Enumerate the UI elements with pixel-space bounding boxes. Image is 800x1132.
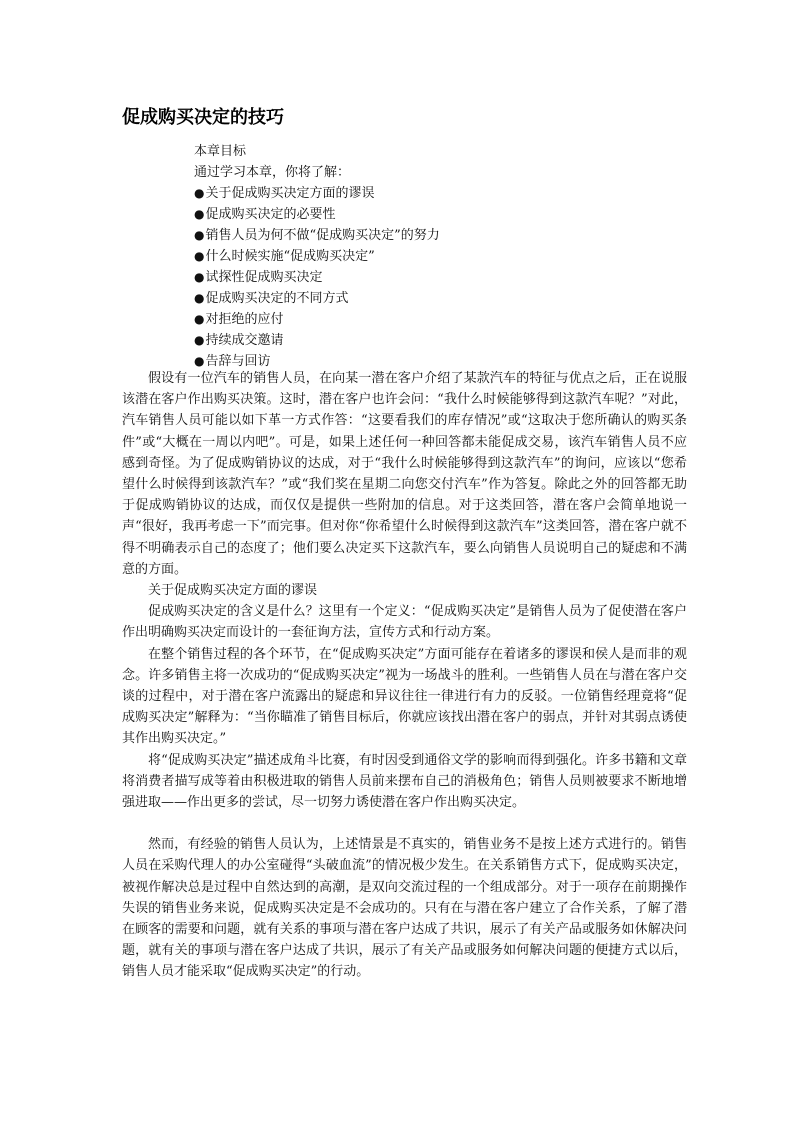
bullet-icon: ● (194, 186, 205, 200)
goal-text: 什么时候实施“促成购买决定” (205, 249, 375, 264)
goal-text: 告辞与回访 (205, 354, 271, 369)
bullet-icon: ● (194, 333, 205, 347)
goal-item (194, 309, 614, 330)
document-body (122, 368, 687, 983)
goal-item (194, 267, 614, 288)
bullet-icon: ● (194, 228, 205, 242)
body-paragraph: 在整个销售过程的各个环节，在“促成购买决定”方面可能存在着诸多的谬误和侯人是而非的观念。许多销售主将一次成功的“促成购买决定”视为一场战斗的胜利。一些销售人员在与潜在客户交谈的过程中，对于潜在客户流露出的疑虑和异议往往一律进行有力的反驳。一位销售经理竟将“促成购买决定”解释为：“当你瞄准了销售目标后，你就应该找出潜在客户的弱点，并针对其弱点诱使其作出购买决定。” (122, 646, 687, 747)
goal-item (194, 246, 614, 267)
goal-text: 持续成交邀请 (205, 333, 284, 348)
goal-item (194, 183, 614, 204)
body-paragraph: 将“促成购买决定”描述成角斗比赛，有时因受到通俗文学的影响而得到强化。许多书籍和文章将消费者描写成等着由积极进取的销售人员前来摆布自己的消极角色；销售人员则被要求不断地增强进取——作出更多的尝试，尽一切努力诱使潜在客户作出购买决定。 (122, 752, 687, 811)
goal-item (194, 330, 614, 351)
bullet-icon: ● (194, 312, 205, 326)
goal-item (194, 225, 614, 246)
goal-text: 销售人员为何不做“促成购买决定”的努力 (205, 228, 440, 243)
goal-text: 试探性促成购买决定 (205, 270, 323, 285)
bullet-icon: ● (194, 354, 205, 368)
body-paragraph: 然而，有经验的销售人员认为，上述情景是不真实的，销售业务不是按上述方式进行的。销售人员在采购代理人的办公室碰得“头破血流”的情况极少发生。在关系销售方式下，促成购买决定，被视作解决总是过程中自然达到的高潮，是双向交流过程的一个组成部分。对于一项存在前期操作失误的销售业务来说，促成购买决定是不会成功的。只有在与潜在客户建立了合作关系，了解了潜在顾客的需要和问题，就有关系的事项与潜在客户达成了共识，展示了有关产品或服务如休解决问题，就有关的事项与潜在客户达成了共识，展示了有关产品或服务如何解决问题的便捷方式以后，销售人员才能采取“促成购买决定”的行动。 (122, 837, 687, 980)
bullet-icon: ● (194, 207, 205, 221)
bullet-icon: ● (194, 270, 205, 284)
goal-text: 促成购买决定的不同方式 (205, 291, 349, 306)
section-heading: 关于促成购买决定方面的谬误 (148, 583, 318, 599)
goal-text: 对拒绝的应付 (205, 312, 284, 327)
goals-heading: 本章目标 (194, 144, 247, 159)
body-paragraph: 假设有一位汽车的销售人员，在向某一潜在客户介绍了某款汽车的特征与优点之后，正在说服该潜在客户作出购买决策。这时，潜在客户也许会问：“我什么时候能够得到这款汽车呢？”对此，汽车销售人员可能以如下革一方式作答：“这要看我们的库存情况”或“这取决于您所确认的购买条件”或“大概在一周以内吧”。可是，如果上述任何一种回答都未能促成交易，该汽车销售人员不应感到奇怪。为了促成购销协议的达成，对于“我什么时候能够得到这款汽车”的询问，应该以“您希望什么时候得到该款汽车？”或“我们奖在星期二向您交付汽车”作为答复。除此之外的回答都无助于促成购销协议的达成，而仅仅是提供一些附加的信息。对于这类回答，潜在客户会简单地说一声“很好，我再考虑一下”而完事。但对你“你希望什么时候得到这款汽车”这类回答，潜在客户就不得不明确表示自己的态度了；他们要么决定买下这款汽车，要么向销售人员说明自己的疑虑和不满意的方面。 (122, 371, 687, 577)
body-paragraph: 促成购买决定的含义是什么？这里有一个定义：“促成购买决定”是销售人员为了促使潜在客户作出明确购买决定而设计的一套征询方法，宣传方式和行动方案。 (122, 604, 687, 641)
goal-item (194, 204, 614, 225)
goal-text: 关于促成购买决定方面的谬误 (205, 186, 375, 201)
bullet-icon: ● (194, 249, 205, 263)
goals-list (194, 183, 614, 372)
chapter-goals (194, 141, 614, 372)
bullet-icon: ● (194, 291, 205, 305)
goal-item (194, 288, 614, 309)
goals-intro: 通过学习本章，你将了解： (194, 165, 351, 180)
goal-text: 促成购买决定的必要性 (205, 207, 336, 222)
document-title: 促成购买决定的技巧 (122, 107, 284, 128)
